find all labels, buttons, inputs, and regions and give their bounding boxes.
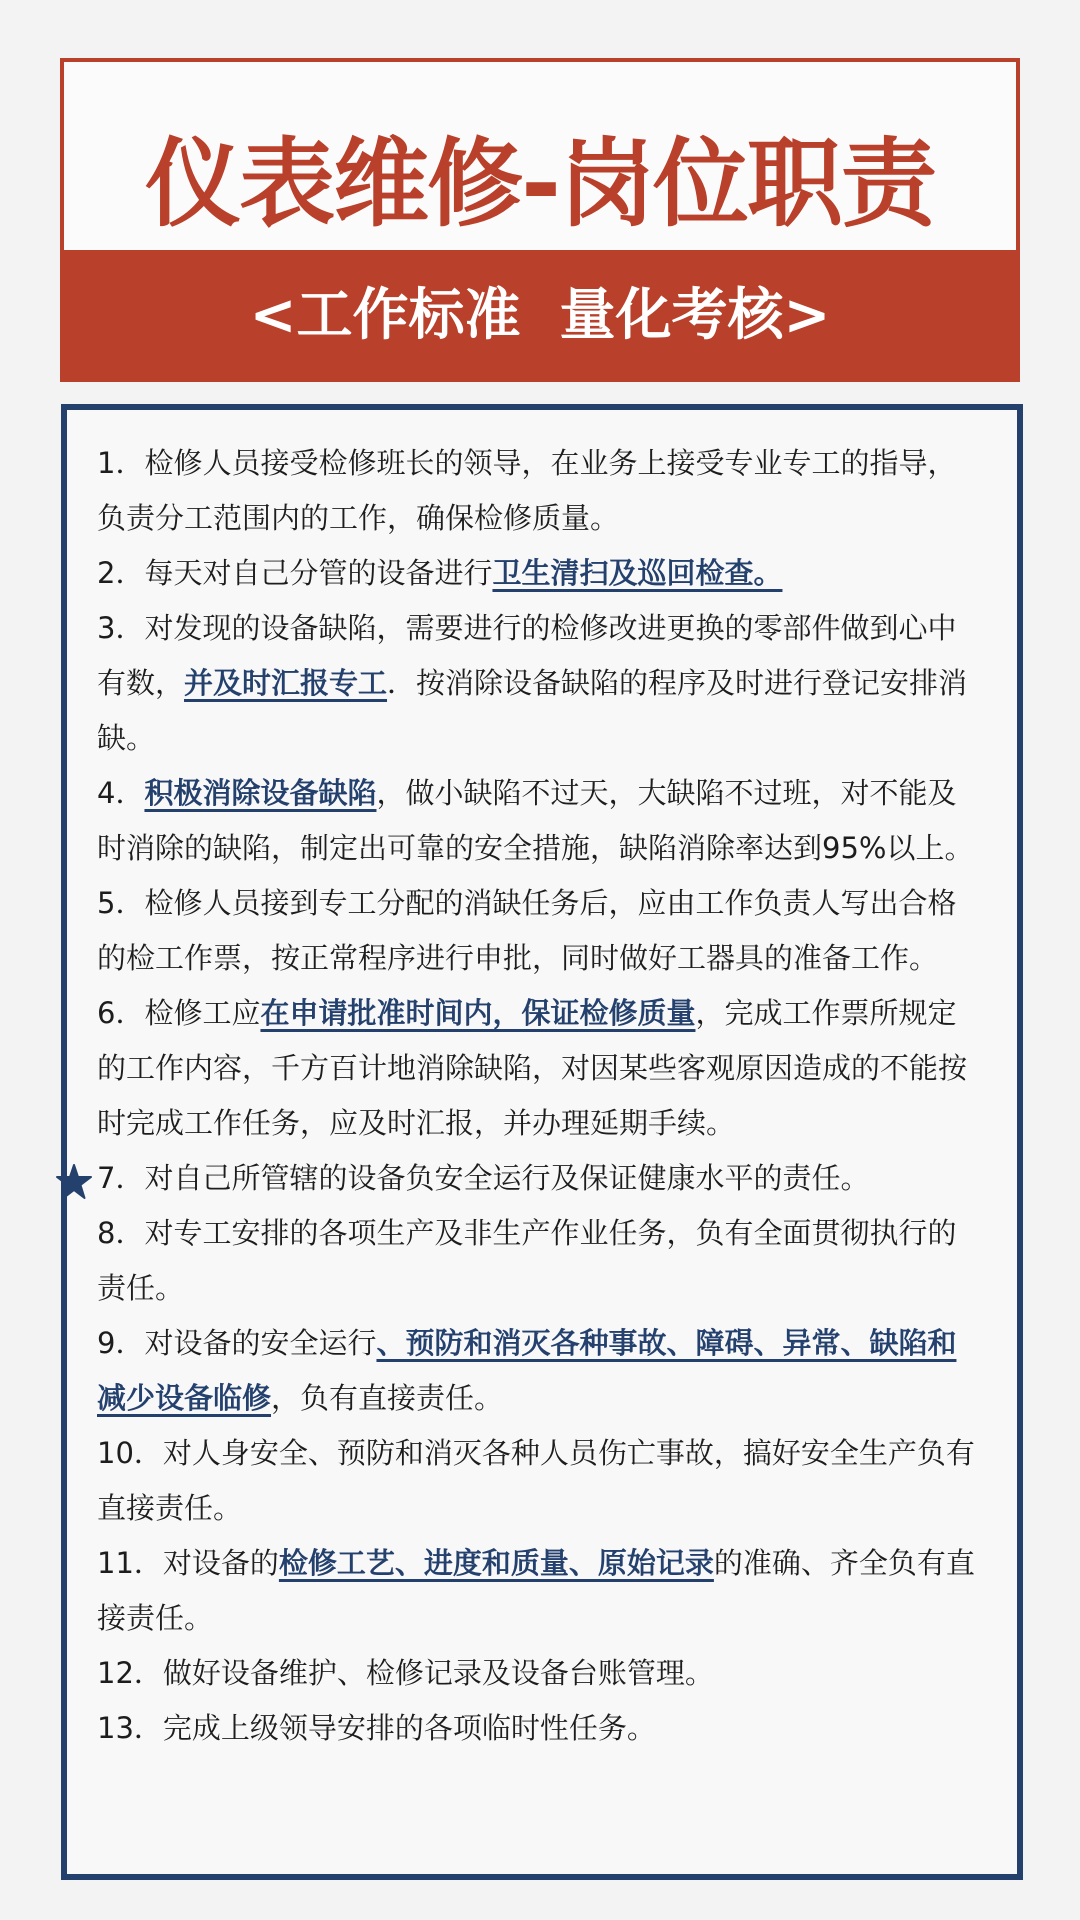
duty-text: 6．检修工应 [97, 996, 261, 1030]
duty-highlight: 积极消除设备缺陷 [144, 776, 377, 810]
page-subtitle: <工作标准 量化考核> [249, 283, 831, 348]
duty-highlight: 并及时汇报专工 [184, 666, 388, 700]
duty-text: 3．对发现的设备缺陷，需要进行的检修改进更换的零部件做到心中有数， [97, 611, 957, 700]
duty-item-13 [97, 1701, 977, 1756]
duties-list [97, 436, 977, 1756]
subtitle-band [60, 250, 1020, 382]
title-card [60, 58, 1020, 378]
duty-highlight: 、预防和消灭各种事故、障碍、异常、缺陷和减少设备临修 [97, 1326, 957, 1415]
duty-item-3 [97, 601, 977, 766]
duty-text-tail: ．按消除设备缺陷的程序及时进行登记安排消缺。 [97, 666, 968, 755]
star-marker-icon [54, 1162, 94, 1202]
duty-item-10 [97, 1426, 977, 1536]
duty-item-12 [97, 1646, 977, 1701]
duty-text: 13．完成上级领导安排的各项临时性任务。 [97, 1711, 656, 1745]
duty-highlight: 卫生清扫及巡回检查。 [492, 556, 783, 590]
duty-text: 4． [97, 776, 145, 810]
duty-text: 11．对设备的 [97, 1546, 279, 1580]
duty-item-11 [97, 1536, 977, 1646]
duty-item-1 [97, 436, 977, 546]
duties-card [61, 404, 1023, 1880]
duty-highlight: 在申请批准时间内，保证检修质量 [260, 996, 696, 1030]
duty-item-5 [97, 876, 977, 986]
duty-item-8 [97, 1206, 977, 1316]
duty-text-tail: ，负有直接责任。 [271, 1381, 504, 1415]
duty-text-tail: ，做小缺陷不过天，大缺陷不过班，对不能及时消除的缺陷，制定出可靠的安全措施，缺陷消除率达到95%以上。 [97, 776, 974, 865]
duty-item-7 [97, 1151, 977, 1206]
duty-text: 1．检修人员接受检修班长的领导，在业务上接受专业专工的指导，负责分工范围内的工作，确保检修质量。 [97, 446, 957, 535]
duty-item-9 [97, 1316, 977, 1426]
duty-item-2 [97, 546, 977, 601]
duty-text: 2．每天对自己分管的设备进行 [97, 556, 493, 590]
duty-text: 10．对人身安全、预防和消灭各种人员伤亡事故，搞好安全生产负有直接责任。 [97, 1436, 975, 1525]
duty-item-4 [97, 766, 977, 876]
duty-text: 7．对自己所管辖的设备负安全运行及保证健康水平的责任。 [97, 1161, 870, 1195]
page-title: 仪表维修-岗位职责 [145, 128, 935, 240]
duty-text: 12．做好设备维护、检修记录及设备台账管理。 [97, 1656, 714, 1690]
duty-text-tail: 的准确、齐全负有直接责任。 [97, 1546, 975, 1635]
duty-text: 8．对专工安排的各项生产及非生产作业任务，负有全面贯彻执行的责任。 [97, 1216, 957, 1305]
duty-highlight: 检修工艺、进度和质量、原始记录 [278, 1546, 714, 1580]
duty-text-tail: ，完成工作票所规定的工作内容，千方百计地消除缺陷，对因某些客观原因造成的不能按时完成工作任务，应及时汇报，并办理延期手续。 [97, 996, 968, 1140]
duty-text: 5．检修人员接到专工分配的消缺任务后，应由工作负责人写出合格的检工作票，按正常程序进行申批，同时做好工器具的准备工作。 [97, 886, 957, 975]
duty-item-6 [97, 986, 977, 1151]
duty-text: 9．对设备的安全运行 [97, 1326, 377, 1360]
